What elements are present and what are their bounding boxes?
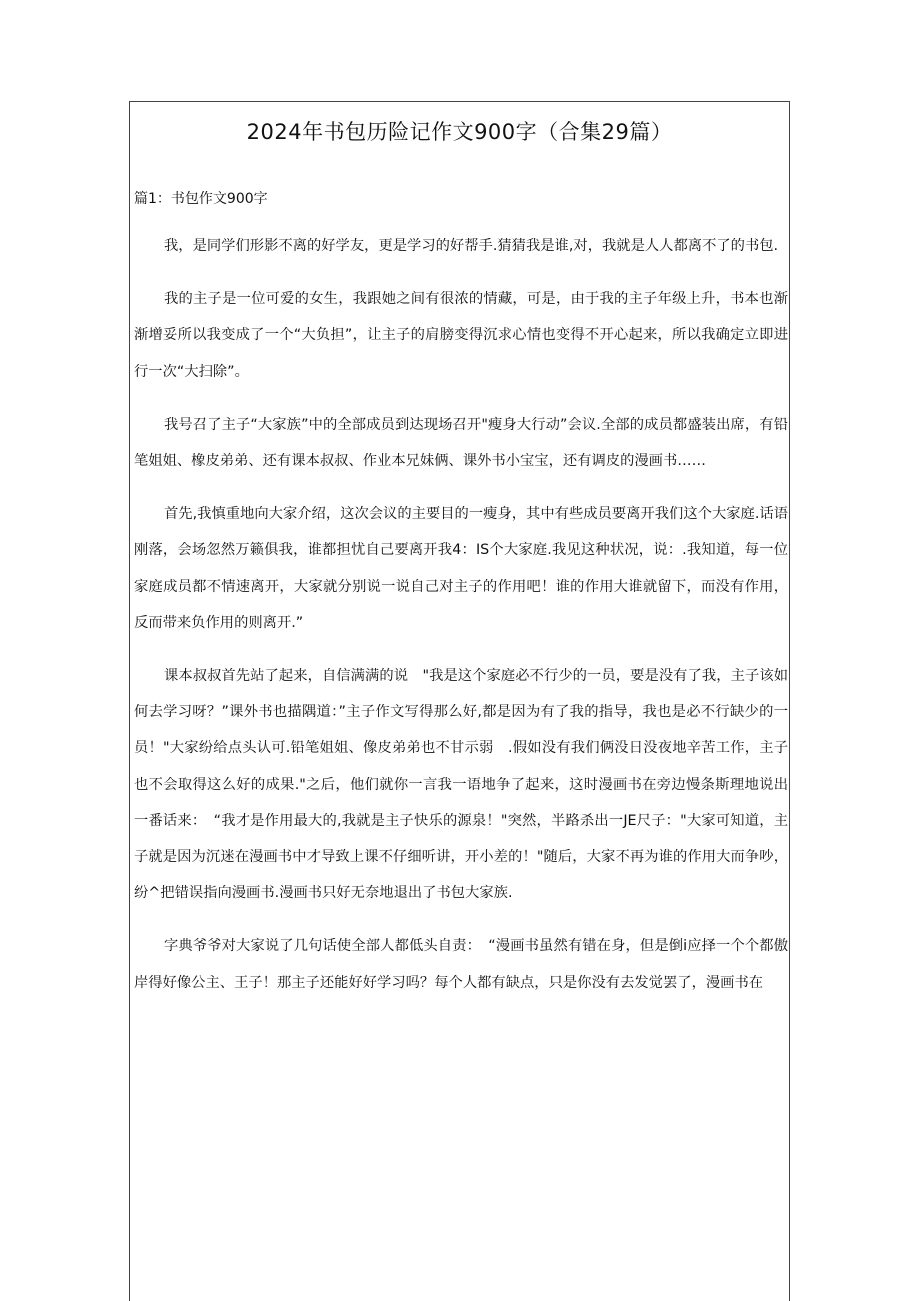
paragraph: 课本叔叔首先站了起来，自信满满的说 "我是这个家庭必不行少的一员，要是没有了我，主子该如何去学习呀？”课外书也描隅道：”主子作文写得那么好,都是因为有了我的指导，我也是必不行缺少的一员！"大家纷给点头认可.铅笔姐姐、像皮弟弟也不甘示弱 .假如没有我们俩没日没夜地辛苦工作，主子也不会取得这么好的成果."之后，他们就你一言我一语地争了起来，这时漫画书在旁边慢条斯理地说出一番话来： “我才是作用最大的,我就是主子快乐的源泉！"突然，半路杀出一JE尺子："大家可知道，主子就是因为沉迷在漫画书中才导致上课不仔细听讲，开小差的！"随后，大家不再为谁的作用大而争吵，纷^把错误指向漫画书.漫画书只好无奈地退出了书包大家族. bbox=[134, 668, 788, 902]
paragraph: 我的主子是一位可爱的女生，我跟她之间有很浓的情藏，可是，由于我的主子年级上升，书本也渐渐增妥所以我变成了一个“大负担”，让主子的肩膀变得沉求心情也变得不开心起来，所以我确定立即进行一次“大扫除”。 bbox=[134, 291, 788, 380]
document-page bbox=[129, 101, 790, 1301]
paragraph: 首先,我慎重地向大家介绍，这次会议的主要目的一瘦身，其中有些成员要离开我们这个大家庭.话语刚落，会场忽然万籁俱我，谁都担忧自己要离开我4：IS个大家庭.我见这种状况，说：.我知道，每一位家庭成员都不情速离开，大家就分别说一说自己对主子的作用吧！谁的作用大谁就留下，而没有作用，反而带来负作用的则离开.” bbox=[134, 506, 788, 631]
paragraph: 我，是同学们形影不离的好学友，更是学习的好帮手.猜猜我是谁,对，我就是人人都离不了的书包. bbox=[164, 238, 779, 254]
section-heading: 篇1：书包作文900字 bbox=[134, 191, 268, 207]
paragraph: 字典爷爷对大家说了几句话使全部人都低头自责： “漫画书虽然有错在身，但是倒i应择一个个都傲岸得好像公主、王子！那主子还能好好学习吗？每个人都有缺点，只是你没有去发觉罢了，漫画书在 bbox=[134, 938, 788, 991]
document-body bbox=[134, 228, 788, 1018]
paragraph: 我号召了主子“大家族”中的全部成员到达现场召开"瘦身大行动”会议.全部的成员都盛装出席，有铅笔姐姐、橡皮弟弟、还有课本叔叔、作业本兄妹俩、课外书小宝宝，还有调皮的漫画书…… bbox=[134, 416, 788, 470]
document-title: 2024年书包历险记作文900字（合集29篇） bbox=[246, 120, 673, 144]
